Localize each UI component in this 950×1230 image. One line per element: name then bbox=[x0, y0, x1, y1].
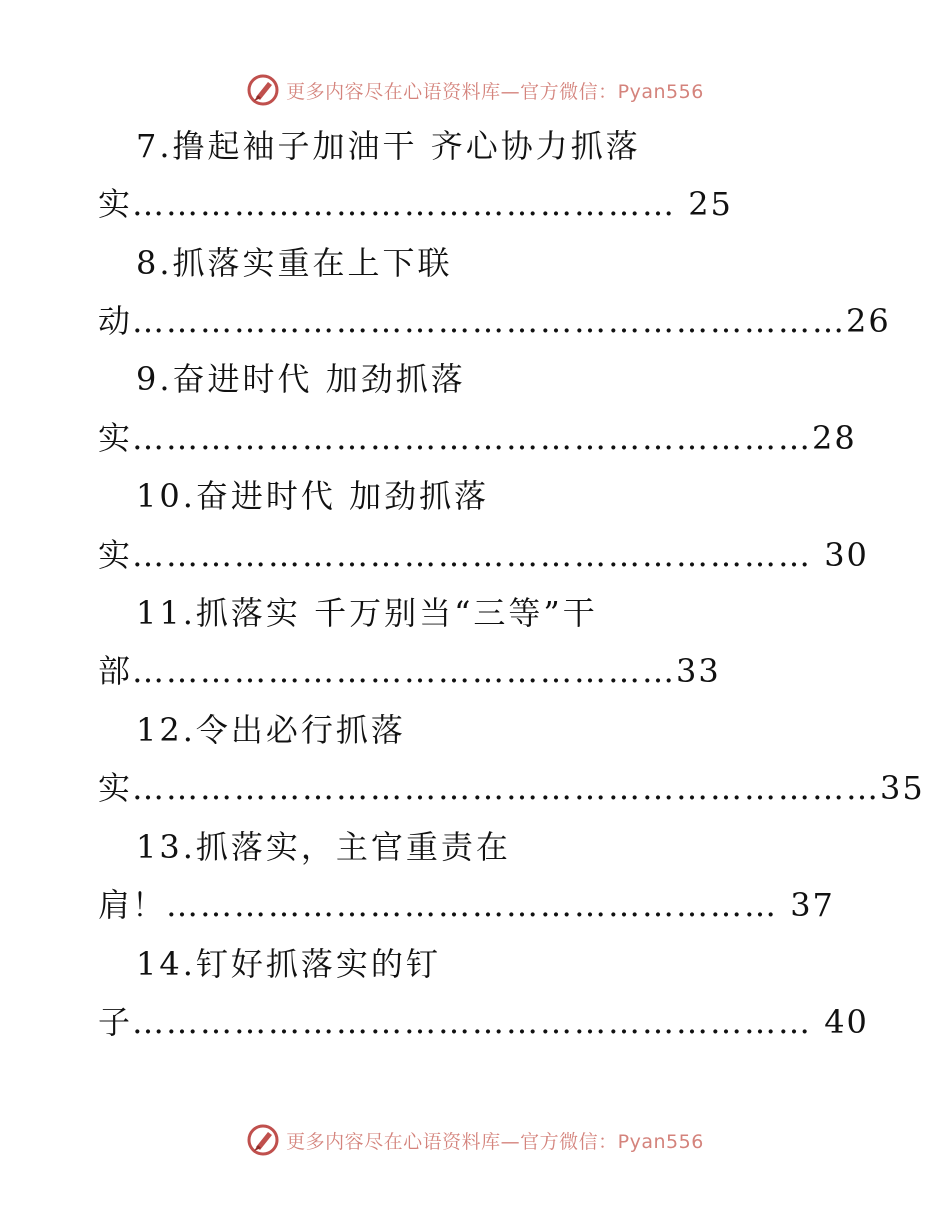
toc-entry-title[interactable]: 12.令出必行抓落 bbox=[136, 711, 406, 749]
toc-entry-page: 25 bbox=[676, 185, 733, 223]
toc-entry-title[interactable]: 14.钉好抓落实的钉 bbox=[136, 945, 441, 983]
toc-entry-title[interactable]: 13.抓落实，主官重责在 bbox=[136, 828, 511, 866]
toc-entry-title[interactable]: 10.奋进时代 加劲抓落 bbox=[136, 477, 490, 515]
toc-entry-dots: …………………………………………………… bbox=[132, 419, 813, 457]
toc-entry-title[interactable]: 7.撸起袖子加油干 齐心协力抓落 bbox=[136, 127, 641, 165]
toc-entry-page: 37 bbox=[778, 886, 835, 924]
toc-entry-leader[interactable] bbox=[98, 768, 925, 808]
toc-entry-title[interactable]: 8.抓落实重在上下联 bbox=[136, 244, 453, 282]
toc-entry-lead: 实 bbox=[98, 769, 133, 807]
toc-entry-dots: ……………………………………………… bbox=[166, 886, 779, 924]
toc-entry-leader[interactable] bbox=[98, 1002, 869, 1042]
toc-entry-dots: …………………………………………………… bbox=[132, 536, 813, 574]
toc-entry-page: 30 bbox=[812, 536, 869, 574]
toc-entry-dots: ………………………………………………………… bbox=[132, 769, 881, 807]
toc-entry-dots: ………………………………………… bbox=[132, 185, 677, 223]
toc-entry-lead: 动 bbox=[98, 302, 133, 340]
toc-entry-page: 35 bbox=[880, 769, 925, 807]
toc-entry-leader[interactable] bbox=[98, 535, 869, 575]
toc-entry-page: 28 bbox=[812, 419, 857, 457]
toc-entry-page: 33 bbox=[676, 652, 721, 690]
watermark-text: 更多内容尽在心语资料库—官方微信：Pyan556 bbox=[286, 80, 704, 103]
toc-entry-leader[interactable] bbox=[98, 418, 857, 458]
toc-entry-leader[interactable] bbox=[98, 184, 733, 224]
toc-entry-leader[interactable] bbox=[98, 885, 835, 925]
toc-entry-dots: …………………………………………………… bbox=[132, 1003, 813, 1041]
toc-entry-dots: ……………………………………………………… bbox=[132, 302, 847, 340]
toc-entry-page: 26 bbox=[846, 302, 891, 340]
toc-entry-lead: 子 bbox=[98, 1003, 133, 1041]
toc-entry-lead: 肩！ bbox=[98, 886, 167, 924]
toc-entry-title[interactable]: 11.抓落实 千万别当“三等”干 bbox=[136, 594, 598, 632]
toc-entry-page: 40 bbox=[812, 1003, 869, 1041]
toc-entry-dots: ………………………………………… bbox=[132, 652, 677, 690]
toc-entry-lead: 部 bbox=[98, 652, 133, 690]
toc-entry-leader[interactable] bbox=[98, 651, 721, 691]
watermark-text: 更多内容尽在心语资料库—官方微信：Pyan556 bbox=[286, 1130, 704, 1153]
toc-entry-lead: 实 bbox=[98, 536, 133, 574]
toc-entry-leader[interactable] bbox=[98, 301, 891, 341]
watermark-footer bbox=[0, 1118, 950, 1162]
toc-entry-lead: 实 bbox=[98, 185, 133, 223]
toc-entry-lead: 实 bbox=[98, 419, 133, 457]
pen-logo-icon bbox=[246, 1123, 280, 1157]
toc-entry-title[interactable]: 9.奋进时代 加劲抓落 bbox=[136, 360, 466, 398]
